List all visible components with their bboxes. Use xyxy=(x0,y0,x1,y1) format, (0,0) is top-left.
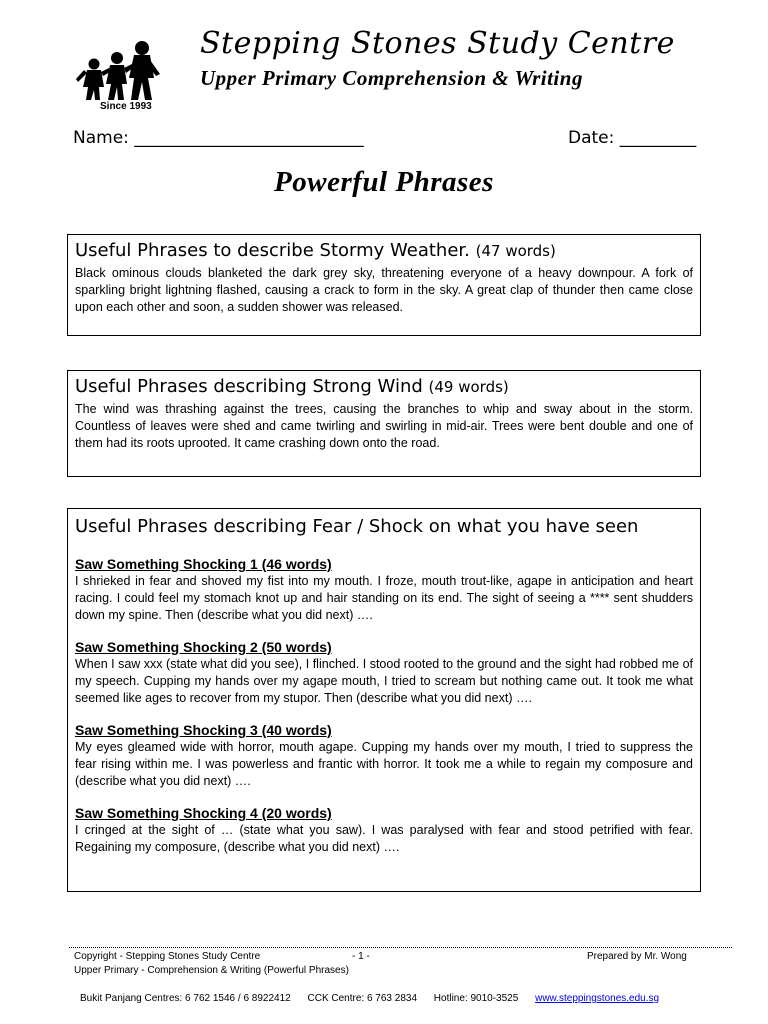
section-heading xyxy=(75,237,693,265)
item-title: Saw Something Shocking 4 (20 words) xyxy=(75,805,332,821)
item-text: When I saw xxx (state what did you see), I flinched. I stood rooted to the ground and the sight had robbed me of my speech. Cupping my hands over my agape mouth, I tried to scream but nothing came out. It took me what seemed like ages to recover from my stupor. Then (describe what you did next) …. xyxy=(75,657,693,705)
section-heading-text: Useful Phrases describing Strong Wind xyxy=(75,376,423,397)
strong-wind-box xyxy=(67,370,701,477)
footer-copyright: Copyright - Stepping Stones Study Centre xyxy=(74,951,261,962)
date-field: Date: _________ xyxy=(568,128,697,148)
section-heading xyxy=(75,373,693,401)
item-title: Saw Something Shocking 3 (40 words) xyxy=(75,722,332,738)
word-count: (47 words) xyxy=(475,242,556,260)
footer-divider xyxy=(69,947,732,948)
centre-name: Stepping Stones Study Centre xyxy=(200,26,675,61)
course-subtitle: Upper Primary Comprehension & Writing xyxy=(200,66,583,90)
item-text: I cringed at the sight of … (state what you saw). I was paralysed with fear and stood petrified with fear. Regaining my composure, (describe what you did next) …. xyxy=(75,823,693,854)
stormy-weather-box xyxy=(67,234,701,336)
section-heading-text: Useful Phrases to describe Stormy Weather. xyxy=(75,240,470,261)
item-title: Saw Something Shocking 1 (46 words) xyxy=(75,556,332,572)
footer-page-number: - 1 - xyxy=(352,951,370,962)
fear-shock-box xyxy=(67,508,701,892)
footer-hotline: Hotline: 9010-3525 xyxy=(433,993,519,1004)
section-heading-text: Useful Phrases describing Fear / Shock on what you have seen xyxy=(75,516,639,537)
section-heading xyxy=(75,513,693,541)
word-count: (49 words) xyxy=(428,378,509,396)
footer-bukit-panjang: Bukit Panjang Centres: 6 762 1546 / 6 8922412 xyxy=(80,993,291,1004)
item-text: My eyes gleamed wide with horror, mouth agape. Cupping my hands over my mouth, I tried to suppress the fear rising within me. I was powerless and frantic with horror. It took me a while to regain my composure and (describe what you did next) …. xyxy=(75,740,693,788)
children-silhouette-logo xyxy=(72,40,162,102)
since-year: Since 1993 xyxy=(100,101,152,112)
name-field: Name: ___________________________ xyxy=(73,128,364,148)
footer-cck: CCK Centre: 6 763 2834 xyxy=(307,993,418,1004)
section-text: Black ominous clouds blanketed the dark grey sky, threatening everyone of a heavy downpour. A fork of sparkling bright lightning flashed, causing a crack to form in the sky. A great clap of thunder then came close upon each other and soon, a sudden shower was released. xyxy=(75,266,693,314)
section-text: The wind was thrashing against the trees, causing the branches to whip and sway about in the storm. Countless of leaves were shed and came twirling and swirling in mid-air. Trees were bent double and one of them had its roots uprooted. It came crashing down onto the road. xyxy=(75,402,693,450)
footer-website-link[interactable]: www.steppingstones.edu.sg xyxy=(535,993,660,1004)
footer-contacts xyxy=(80,993,673,1004)
page-title: Powerful Phrases xyxy=(274,166,494,198)
footer-course: Upper Primary - Comprehension & Writing (Powerful Phrases) xyxy=(74,965,349,976)
footer-prepared-by: Prepared by Mr. Wong xyxy=(587,951,687,962)
item-title: Saw Something Shocking 2 (50 words) xyxy=(75,639,332,655)
item-text: I shrieked in fear and shoved my fist into my mouth. I froze, mouth trout-like, agape in anticipation and heart racing. I could feel my stomach knot up and hair standing on its end. The sight of seeing a **** sent shudders down my spine. Then (describe what you did next) …. xyxy=(75,574,693,622)
